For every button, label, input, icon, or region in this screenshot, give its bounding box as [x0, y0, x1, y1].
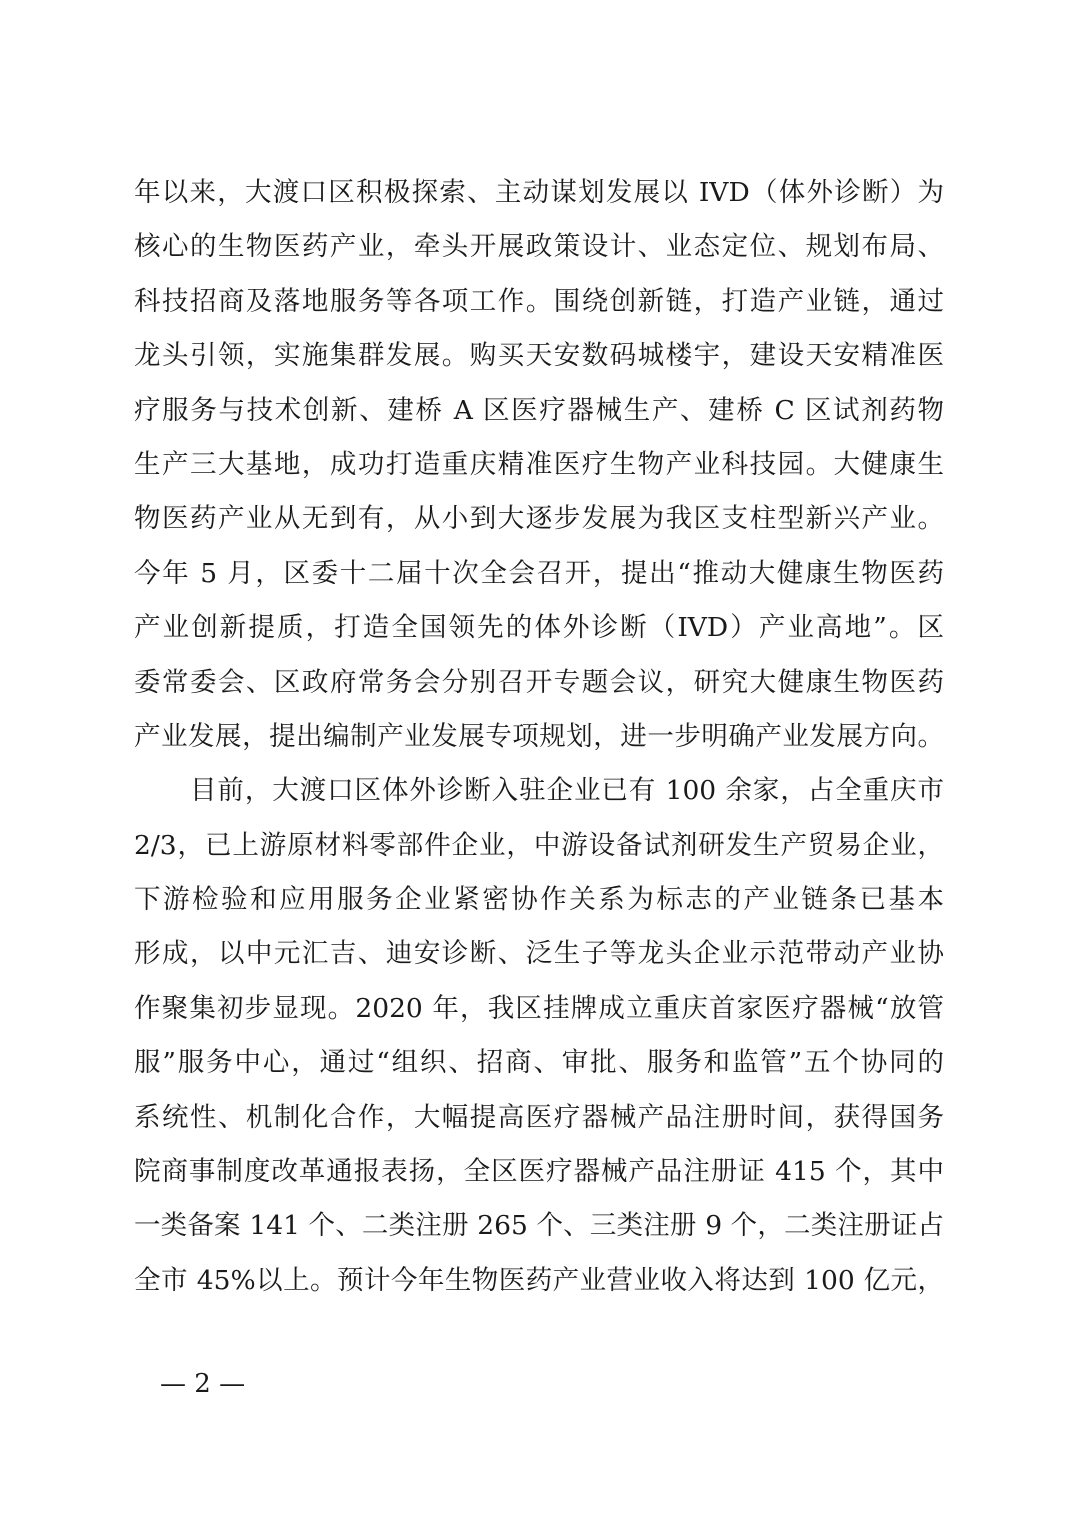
- text-line: 物医药产业从无到有，从小到大逐步发展为我区支柱型新兴产业。: [134, 503, 944, 535]
- text-line: 作聚集初步显现。2020 年，我区挂牌成立重庆首家医疗器械“放管: [134, 992, 944, 1024]
- text-line: 产业创新提质，打造全国领先的体外诊断（IVD）产业高地”。区: [134, 612, 944, 644]
- paragraph: [134, 764, 944, 1308]
- text-line: 年以来，大渡口区积极探索、主动谋划发展以 IVD（体外诊断）为: [134, 177, 944, 208]
- text-line: 疗服务与技术创新、建桥 A 区医疗器械生产、建桥 C 区试剂药物: [134, 394, 944, 426]
- paragraph: [134, 166, 944, 764]
- page-number: — 2 —: [160, 1369, 246, 1399]
- text-line: 产业发展，提出编制产业发展专项规划，进一步明确产业发展方向。: [134, 720, 944, 752]
- text-line: 目前，大渡口区体外诊断入驻企业已有 100 余家，占全重庆市: [190, 775, 944, 807]
- body-text: [134, 166, 944, 1308]
- text-line: 院商事制度改革通报表扬，全区医疗器械产品注册证 415 个，其中: [134, 1156, 944, 1188]
- text-line: 龙头引领，实施集群发展。购买天安数码城楼宇，建设天安精准医: [134, 340, 944, 372]
- text-line: 生产三大基地，成功打造重庆精准医疗生物产业科技园。大健康生: [134, 448, 944, 480]
- text-line: 核心的生物医药产业，牵头开展政策设计、业态定位、规划布局、: [134, 231, 944, 263]
- text-line: 系统性、机制化合作，大幅提高医疗器械产品注册时间，获得国务: [134, 1101, 944, 1133]
- text-line: 全市 45%以上。预计今年生物医药产业营业收入将达到 100 亿元，: [134, 1264, 944, 1296]
- text-line: 服”服务中心，通过“组织、招商、审批、服务和监管”五个协同的: [134, 1047, 944, 1079]
- text-line: 2/3，已上游原材料零部件企业，中游设备试剂研发生产贸易企业，: [134, 829, 944, 861]
- text-line: 委常委会、区政府常务会分别召开专题会议，研究大健康生物医药: [134, 666, 944, 698]
- text-line: 下游检验和应用服务企业紧密协作关系为标志的产业链条已基本: [134, 884, 944, 916]
- text-line: 今年 5 月，区委十二届十次全会召开，提出“推动大健康生物医药: [134, 557, 944, 589]
- text-line: 形成，以中元汇吉、迪安诊断、泛生子等龙头企业示范带动产业协: [134, 938, 944, 970]
- text-line: 一类备案 141 个、二类注册 265 个、三类注册 9 个，二类注册证占: [134, 1210, 944, 1242]
- text-line: 科技招商及落地服务等各项工作。围绕创新链，打造产业链，通过: [134, 285, 944, 317]
